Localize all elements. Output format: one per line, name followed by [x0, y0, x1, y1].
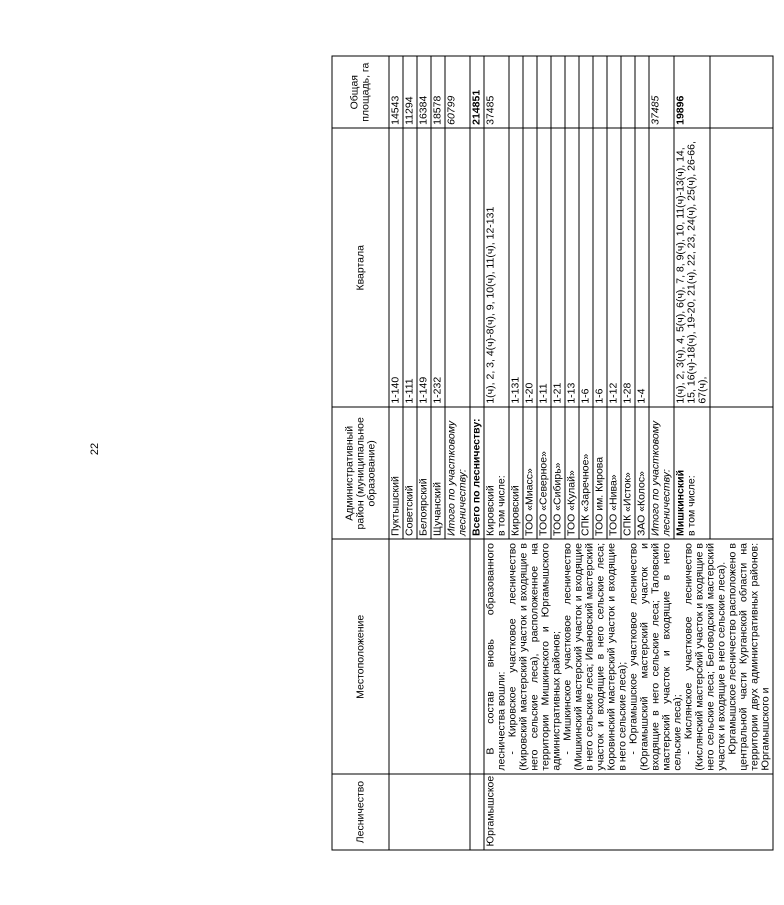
district-cell: СПК «Заречное» — [579, 407, 593, 539]
empty-forestry-cell — [389, 774, 470, 850]
empty-area-cell — [635, 56, 649, 128]
district-name: Мишкинский — [674, 469, 687, 536]
empty-quarters-cell — [710, 128, 773, 407]
empty-area-cell — [565, 56, 579, 128]
page-number: 22 — [89, 442, 101, 456]
quarters-cell: 1-6 — [593, 128, 607, 407]
quarters-cell: 1-13 — [565, 128, 579, 407]
location-paragraph: Юргамышское лесничество расположено в центральной части Курганской области на территории двух административных районов: Юргамышского и — [726, 542, 772, 771]
location-paragraph: - Мишкинское участковое лесничество (Мишкинский мастерский участок и входящие в него сельские леса; Ивановский мастерский участок и входящие в него сельские леса; Коровинский мастерский участок и входящие в него сельские леса); — [561, 542, 629, 771]
area-cell: 37485 — [484, 56, 509, 128]
empty-area-cell — [579, 56, 593, 128]
district-cell: Кировский — [509, 407, 523, 539]
empty-area-cell — [523, 56, 537, 128]
header-quarters: Квартала — [332, 128, 389, 407]
quarters-cell: 1-131 — [509, 128, 523, 407]
district-cell: Советский — [403, 407, 417, 539]
in-that-label: в том числе: — [495, 475, 508, 536]
empty-area-cell — [537, 56, 551, 128]
district-cell — [484, 407, 509, 539]
header-location: Местоположение — [332, 539, 389, 774]
quarters-cell: 1-4 — [635, 128, 649, 407]
empty-area-cell — [607, 56, 621, 128]
location-paragraph: - Кировское участковое лесничество (Кировский мастерский участок и входящие в него сельские леса), расположенное на территории Мишкинского и Юргамышского административных районов; — [506, 542, 563, 771]
district-cell: ТОО «Сибирь» — [551, 407, 565, 539]
area-cell: 16384 — [417, 56, 431, 128]
grand-total-label: Всего по лесничеству: — [470, 407, 484, 539]
district-cell: Пуктышский — [389, 407, 403, 539]
district-cell: ТОО «Нива» — [607, 407, 621, 539]
in-that-label: в том числе: — [685, 475, 698, 536]
subtotal-area: 60799 — [445, 56, 470, 128]
empty-quarters-cell — [445, 128, 470, 407]
district-cell: Щучанский — [431, 407, 445, 539]
forestry-table-rotated — [332, 56, 784, 851]
grand-total-row — [470, 56, 484, 850]
empty-quarters-cell — [649, 128, 674, 407]
quarters-cell: 1-21 — [551, 128, 565, 407]
empty-district-cell — [710, 407, 773, 539]
quarters-cell: 1-12 — [607, 128, 621, 407]
empty-location-cell — [389, 539, 470, 774]
district-cell: ЗАО «Колос» — [635, 407, 649, 539]
district-cell: ТОО им. Кирова — [593, 407, 607, 539]
location-description — [484, 539, 773, 774]
quarters-cell: 1-6 — [579, 128, 593, 407]
empty-area-cell — [509, 56, 523, 128]
forestry-table — [332, 56, 774, 851]
header-forestry: Лесничество — [332, 774, 389, 850]
area-cell: 11294 — [403, 56, 417, 128]
empty-area-cell — [710, 56, 773, 128]
empty-forestry-cell — [470, 774, 484, 850]
empty-area-cell — [551, 56, 565, 128]
header-row — [332, 56, 389, 850]
location-paragraph: В состав вновь образованного лесничества вошли: — [484, 542, 508, 771]
header-total-area: Общая площадь, га — [332, 56, 389, 128]
district-cell: ТОО «Кулай» — [565, 407, 579, 539]
quarters-cell: 1-111 — [403, 128, 417, 407]
grand-total-area: 214851 — [470, 56, 484, 128]
forestry-name: Юргамышское — [484, 774, 773, 850]
table-row — [389, 56, 403, 850]
empty-quarters-cell — [470, 128, 484, 407]
district-cell: ТОО «Миасс» — [523, 407, 537, 539]
location-paragraph: - Юргамышское участковое лесничество (Юргамышский мастерский участок и входящие в него сельские леса; Таловский мастерский участок и входящие в него сельские леса); — [627, 542, 684, 771]
quarters-cell: 1-149 — [417, 128, 431, 407]
area-cell: 14543 — [389, 56, 403, 128]
empty-location-cell — [470, 539, 484, 774]
quarters-cell: 1-140 — [389, 128, 403, 407]
empty-area-cell — [593, 56, 607, 128]
quarters-cell: 1(ч), 2, 3, 4(ч)-8(ч), 9, 10(ч), 11(ч), 12-131 — [484, 128, 509, 407]
district-cell: ТОО «Северное» — [537, 407, 551, 539]
quarters-cell: 1(ч), 2, 3(ч), 4, 5(ч), 6(ч), 7, 8, 9(ч), 10, 11(ч)-13(ч), 14, 15, 16(ч)-18(ч), 19-20, 21(ч), 22, 23, 24(ч), 25(ч), 26-66, 67(ч), — [674, 128, 710, 407]
subtotal-label: Итого по участковому лесничеству: — [649, 407, 674, 539]
table-row — [484, 56, 509, 850]
quarters-cell: 1-232 — [431, 128, 445, 407]
subtotal-label: Итого по участковому лесничеству: — [445, 407, 470, 539]
area-cell: 19896 — [674, 56, 710, 128]
district-cell: СПК «Исток» — [621, 407, 635, 539]
subtotal-area: 37485 — [649, 56, 674, 128]
area-cell: 18578 — [431, 56, 445, 128]
location-paragraph: - Кислянское участковое лесничество (Кислянский мастерский участок и входящие в него сельские леса; Беловодский мастерский участок и входящие в него сельские леса). — [682, 542, 728, 771]
district-cell: Белоярский — [417, 407, 431, 539]
header-admin-district: Административный район (муниципальное образование) — [332, 407, 389, 539]
quarters-cell: 1-28 — [621, 128, 635, 407]
district-cell — [674, 407, 710, 539]
quarters-cell: 1-20 — [523, 128, 537, 407]
quarters-cell: 1-11 — [537, 128, 551, 407]
district-name: Кировский — [484, 485, 497, 536]
empty-area-cell — [621, 56, 635, 128]
